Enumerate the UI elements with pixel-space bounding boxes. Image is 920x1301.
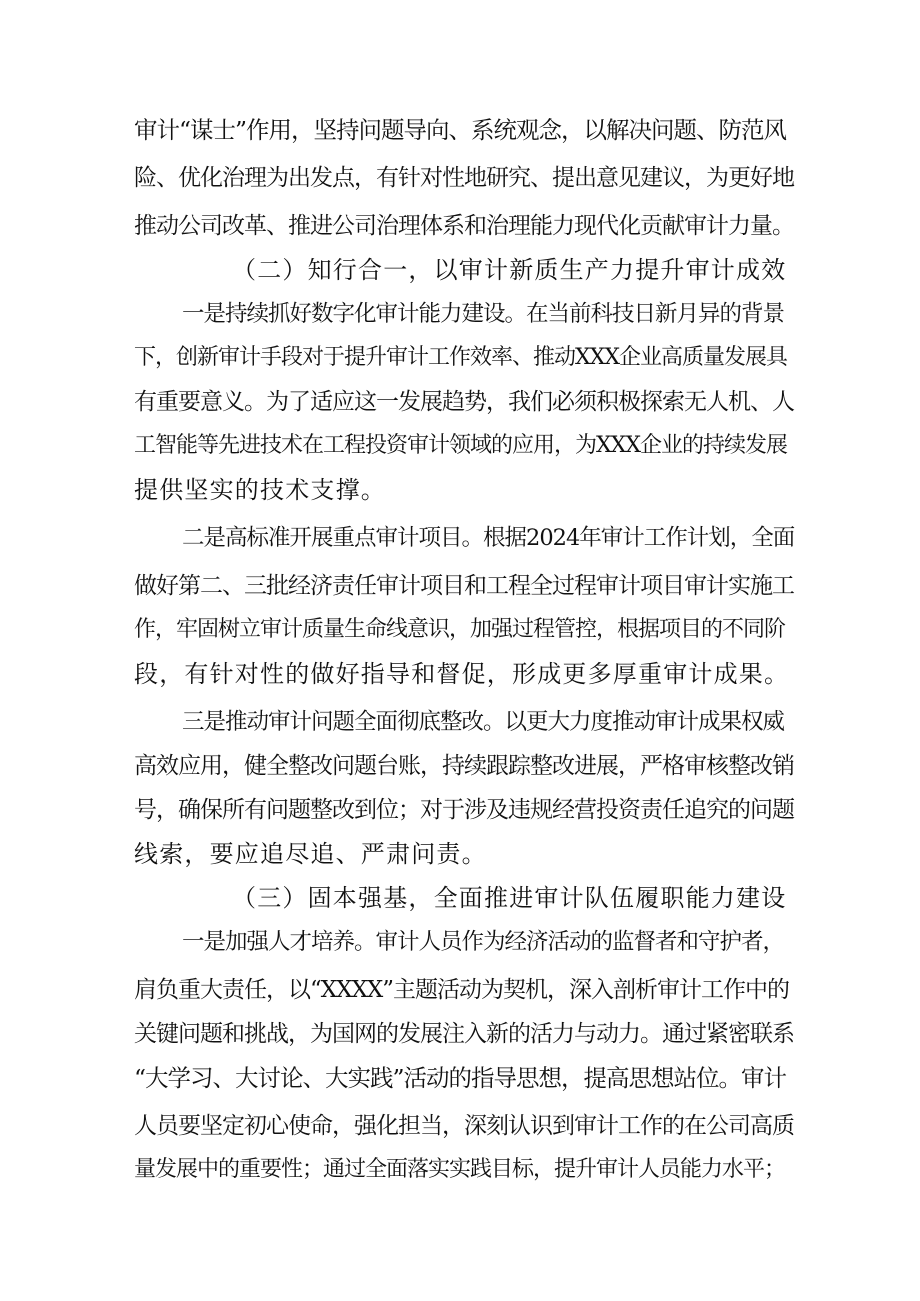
- text-line: 三是推动审计问题全面彻底整改。以更大力度推动审计成果权威: [182, 709, 785, 735]
- text-line: 关键问题和挑战，为国网的发展注入新的活力与动力。通过紧密联系: [134, 1021, 794, 1047]
- text-line: 有重要意义。为了适应这一发展趋势，我们必须积极探索无人机、人: [134, 389, 794, 415]
- section-heading: （三）固本强基，全面推进审计队伍履职能力建设: [232, 884, 787, 912]
- text-line: 线索，要应追尽追、严肃问责。: [134, 840, 487, 868]
- text-line: 一是加强人才培养。审计人员作为经济活动的监督者和守护者，: [182, 929, 785, 955]
- text-line: 作，牢固树立审计质量生命线意识，加强过程管控，根据项目的不同阶: [134, 617, 786, 642]
- text-line: 高效应用，健全整改问题台账，持续跟踪整改进展，严格审核整改销: [134, 753, 794, 779]
- text-line: 做好第二、三批经济责任审计项目和工程全过程审计项目审计实施工: [134, 573, 794, 599]
- text-line: 号，确保所有问题整改到位；对于涉及违规经营投资责任追究的问题: [134, 797, 794, 823]
- text-line: 人员要坚定初心使命，强化担当，深刻认识到审计工作的在公司高质: [134, 1113, 794, 1139]
- text-line: 审计“谋士”作用，坚持问题导向、系统观念，以解决问题、防范风: [134, 116, 787, 144]
- text-line: 肩负重大责任，以“XXXX”主题活动为契机，深入剖析审计工作中的: [134, 977, 790, 1003]
- text-line: 工智能等先进技术在工程投资审计领域的应用，为XXX企业的持续发展: [134, 433, 787, 458]
- text-line: “大学习、大讨论、大实践”活动的指导思想，提高思想站位。审计: [134, 1064, 787, 1092]
- text-line: 提供坚实的技术支撑。: [134, 476, 386, 504]
- text-line: 段，有针对性的做好指导和督促，形成更多厚重审计成果。: [134, 660, 790, 688]
- text-line: 下，创新审计手段对于提升审计工作效率、推动XXX企业高质量发展具: [134, 345, 787, 370]
- text-line: 量发展中的重要性；通过全面落实实践目标，提升审计人员能力水平；: [134, 1157, 786, 1182]
- text-line: 二是高标准开展重点审计项目。根据2024年审计工作计划，全面: [182, 525, 795, 551]
- section-heading: （二）知行合一，以审计新质生产力提升审计成效: [232, 256, 787, 284]
- text-line: 险、优化治理为出发点，有针对性地研究、提出意见建议，为更好地: [134, 165, 794, 191]
- text-line: 一是持续抓好数字化审计能力建设。在当前科技日新月异的背景: [182, 301, 785, 327]
- text-line: 推动公司改革、推进公司治理体系和治理能力现代化贡献审计力量。: [134, 213, 794, 239]
